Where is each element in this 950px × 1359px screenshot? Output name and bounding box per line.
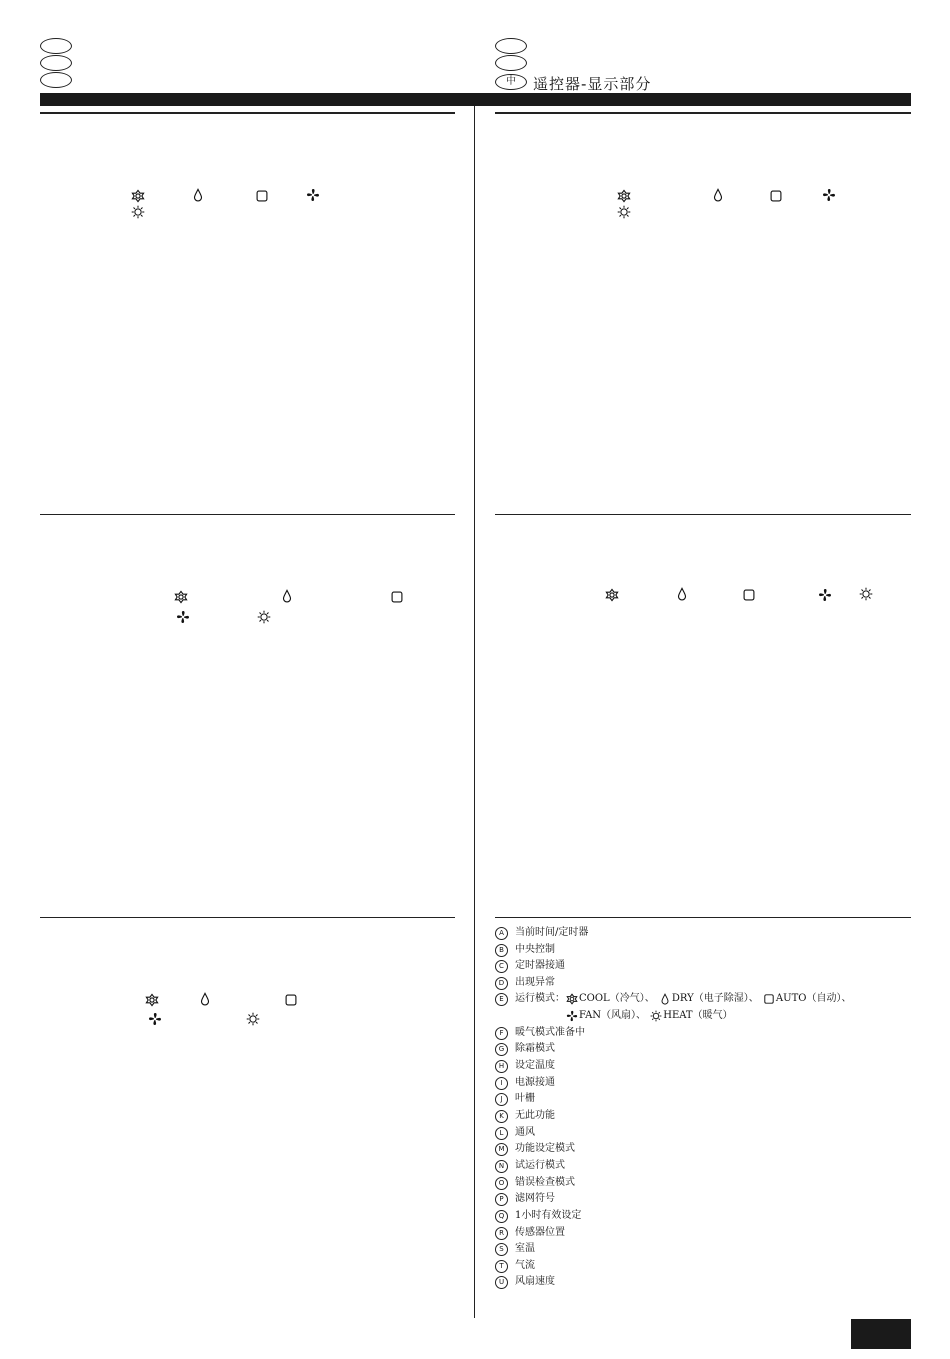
legend-marker: Q <box>495 1210 508 1223</box>
legend-mode-dry: DRY（电子除湿）、 <box>671 993 759 1004</box>
legend-marker: E <box>495 993 508 1006</box>
legend-marker: I <box>495 1077 508 1090</box>
legend-text: 室温 <box>515 1243 535 1254</box>
page-title: 遥控器-显示部分 <box>533 75 652 93</box>
legend-text: 无此功能 <box>515 1110 555 1121</box>
legend-marker: H <box>495 1060 508 1073</box>
legend-text: 除霜模式 <box>515 1043 555 1054</box>
fan-icon <box>148 1012 162 1026</box>
legend-marker: G <box>495 1043 508 1056</box>
legend-text: 中央控制 <box>515 944 555 955</box>
legend-marker: J <box>495 1093 508 1106</box>
legend-text: 风扇速度 <box>515 1276 555 1287</box>
legend-text: 暖气模式准备中 <box>515 1027 585 1038</box>
legend-marker: F <box>495 1027 508 1040</box>
section-rule <box>40 112 455 114</box>
square-icon <box>769 189 783 203</box>
language-badge <box>495 55 527 71</box>
column-divider <box>474 106 475 1318</box>
droplet-icon <box>198 992 212 1006</box>
legend-text <box>515 991 851 1007</box>
snowflake-icon <box>145 993 159 1007</box>
header-bar <box>40 93 911 106</box>
sun-icon <box>650 1010 662 1022</box>
legend-text: 传感器位置 <box>515 1227 565 1238</box>
legend-marker: D <box>495 977 508 990</box>
language-badge <box>40 72 72 88</box>
language-badge <box>40 38 72 54</box>
legend-marker: N <box>495 1160 508 1173</box>
square-icon <box>390 590 404 604</box>
legend-text: 1小时有效设定 <box>515 1210 582 1221</box>
legend-mode-heat: HEAT（暖气） <box>663 1010 733 1021</box>
legend-marker: T <box>495 1260 508 1273</box>
fan-icon <box>306 188 320 202</box>
snowflake-icon <box>617 189 631 203</box>
sun-icon <box>617 205 631 219</box>
legend-marker: C <box>495 960 508 973</box>
legend-text: 气流 <box>515 1260 535 1271</box>
sun-icon <box>257 610 271 624</box>
legend-mode-fan: FAN（风扇）、 <box>579 1010 647 1021</box>
square-icon <box>255 189 269 203</box>
legend-marker: L <box>495 1127 508 1140</box>
section-rule <box>495 917 911 918</box>
legend-marker: B <box>495 944 508 957</box>
sun-icon <box>131 205 145 219</box>
section-rule <box>40 917 455 918</box>
droplet-icon <box>711 188 725 202</box>
square-icon <box>284 993 298 1007</box>
square-icon <box>763 993 775 1005</box>
legend-marker: U <box>495 1276 508 1289</box>
page-number-box <box>851 1319 911 1349</box>
legend-mode-label: 运行模式： <box>515 993 565 1004</box>
fan-icon <box>566 1010 578 1022</box>
legend-text: 出现异常 <box>515 977 555 988</box>
droplet-icon <box>659 993 671 1005</box>
legend-text: 当前时间/定时器 <box>515 927 589 938</box>
sun-icon <box>859 587 873 601</box>
section-rule <box>495 112 911 114</box>
legend-mode-cool: COOL（冷气）、 <box>579 993 655 1004</box>
square-icon <box>742 588 756 602</box>
snowflake-icon <box>131 189 145 203</box>
sun-icon <box>246 1012 260 1026</box>
legend-text: 功能设定模式 <box>515 1143 575 1154</box>
language-badge-chinese: 中 <box>495 74 527 90</box>
legend-mode-auto: AUTO（自动）、 <box>775 993 852 1004</box>
legend-text: 叶栅 <box>515 1093 535 1104</box>
section-rule <box>40 514 455 515</box>
fan-icon <box>818 588 832 602</box>
fan-icon <box>822 188 836 202</box>
legend-text: 滤网符号 <box>515 1193 555 1204</box>
legend-marker: K <box>495 1110 508 1123</box>
droplet-icon <box>675 587 689 601</box>
snowflake-icon <box>174 590 188 604</box>
droplet-icon <box>191 188 205 202</box>
legend-text: 错误检查模式 <box>515 1177 575 1188</box>
legend-marker: A <box>495 927 508 940</box>
legend-text: 通风 <box>515 1127 535 1138</box>
section-rule <box>495 514 911 515</box>
legend-marker: O <box>495 1177 508 1190</box>
legend-marker: R <box>495 1227 508 1240</box>
legend-text: 试运行模式 <box>515 1160 565 1171</box>
legend-text: 定时器接通 <box>515 960 565 971</box>
language-badge <box>495 38 527 54</box>
legend-text: 设定温度 <box>515 1060 555 1071</box>
droplet-icon <box>280 589 294 603</box>
snowflake-icon <box>605 588 619 602</box>
language-badge <box>40 55 72 71</box>
legend-item-operation-mode-cont <box>565 1008 733 1024</box>
legend-text: 电源接通 <box>515 1077 555 1088</box>
fan-icon <box>176 610 190 624</box>
legend-marker: S <box>495 1243 508 1256</box>
legend-marker: P <box>495 1193 508 1206</box>
snowflake-icon <box>566 993 578 1005</box>
legend-marker: M <box>495 1143 508 1156</box>
